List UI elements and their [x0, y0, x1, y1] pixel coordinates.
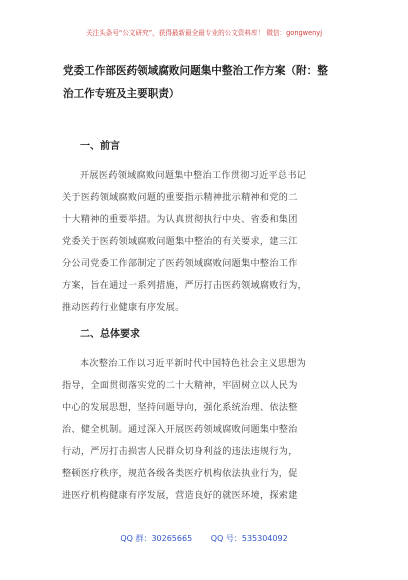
section-heading-preface: 一、前言 [80, 141, 120, 152]
body-line: 十大精神的重要举措。为认真贯彻执行中央、省委和集团 [62, 215, 298, 225]
body-line: 推动医药行业健康有序发展。 [62, 303, 185, 313]
title-line-1: 党委工作部医药领域腐败问题集中整治工作方案（附：整 [63, 65, 328, 77]
footer-contact [0, 533, 408, 544]
section-body-preface [62, 165, 351, 319]
title-line-2: 治工作专班及主要职责） [63, 88, 180, 100]
section-body-general-requirements [62, 353, 351, 507]
footer-qq-number: QQ 号：535304092 [210, 534, 288, 543]
footer-qq-group: QQ 群：30265665 [120, 534, 193, 543]
body-line: 开展医药领域腐败问题集中整治工作贯彻习近平总书记 [80, 171, 307, 181]
body-line: 方案，旨在通过一系列措施，严厉打击医药领域腐败行为， [62, 281, 308, 291]
section-heading-general-requirements: 二、总体要求 [80, 329, 140, 340]
body-line: 党委关于医药领域腐败问题集中整治的有关要求，建三江 [62, 237, 298, 247]
body-line: 行动，严厉打击损害人民群众切身利益的违法违规行为， [62, 447, 298, 457]
header-promo-note: 关注头条号“公文研究”，获得最新最全最专业的公文资料库！ 微信：gongwenyj [85, 29, 323, 37]
body-line: 治、健全机制。通过深入开展医药领域腐败问题集中整治 [62, 425, 298, 435]
body-line: 进医疗机构健康有序发展，营造良好的就医环境，探索建 [62, 491, 298, 501]
body-line: 分公司党委工作部制定了医药领域腐败问题集中整治工作 [62, 259, 298, 269]
body-line: 中心的发展思想，坚持问题导向，强化系统治理、依法整 [62, 403, 298, 413]
document-title [63, 60, 353, 106]
body-line: 本次整治工作以习近平新时代中国特色社会主义思想为 [80, 359, 307, 369]
body-line: 关于医药领域腐败问题的重要指示精神批示精神和党的二 [62, 193, 298, 203]
body-line: 整顿医疗秩序，规范各级各类医疗机构依法执业行为，促 [62, 469, 298, 479]
body-line: 指导，全面贯彻落实党的二十大精神，牢固树立以人民为 [62, 381, 298, 391]
